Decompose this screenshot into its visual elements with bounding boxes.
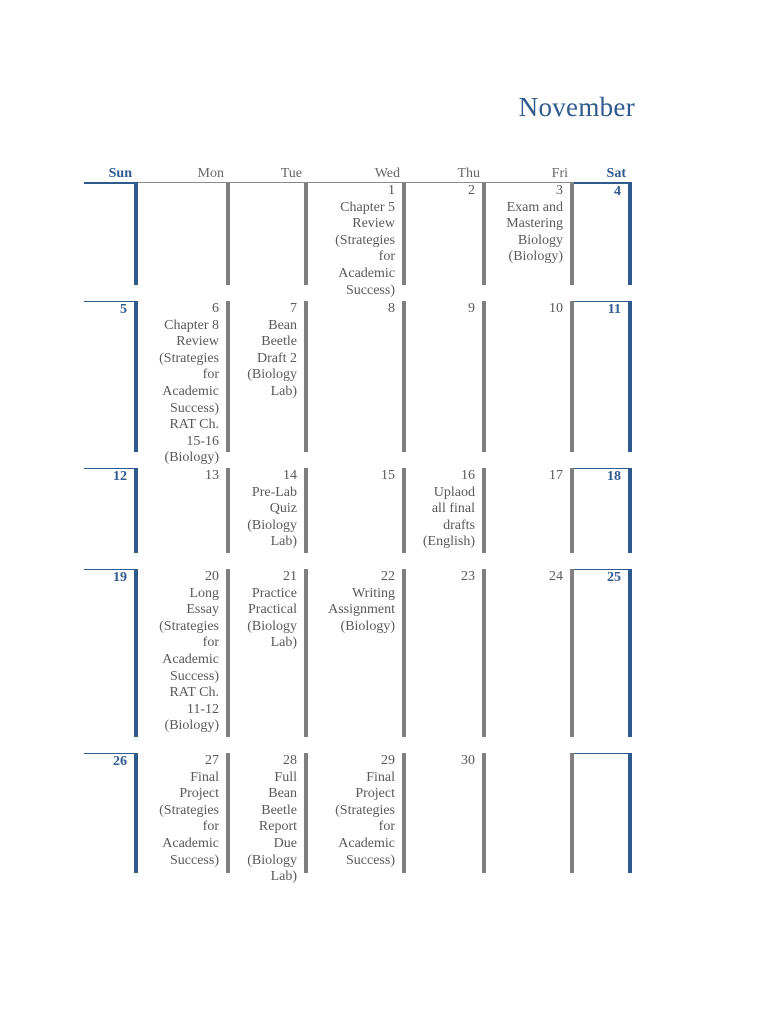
day-number: 27	[205, 753, 219, 768]
day-cell-mon[interactable]	[138, 569, 230, 737]
day-event: Uplaod all final drafts (English)	[422, 484, 475, 550]
day-number: 29	[381, 753, 395, 768]
day-cell-sun[interactable]	[84, 468, 138, 553]
day-cell-tue[interactable]	[230, 183, 308, 285]
day-number: 20	[205, 569, 219, 584]
day-cell-mon[interactable]	[138, 753, 230, 873]
day-number: 21	[283, 569, 297, 584]
day-cell-wed[interactable]	[308, 183, 406, 298]
day-number: 12	[113, 469, 127, 484]
day-cell-tue[interactable]	[230, 468, 308, 553]
day-number: 25	[607, 570, 621, 585]
day-number: 10	[549, 301, 563, 316]
day-number: 7	[290, 301, 297, 316]
day-cell-fri[interactable]	[486, 301, 574, 452]
day-number: 30	[461, 753, 475, 768]
day-number: 2	[468, 183, 475, 198]
day-cell-tue[interactable]	[230, 753, 308, 885]
day-event: Full Bean Beetle Report Due (Biology Lab)	[247, 769, 297, 885]
day-cell-thu[interactable]	[406, 753, 486, 873]
day-cell-wed[interactable]	[308, 569, 406, 737]
day-event: Chapter 5 Review (Strategies for Academic Success)	[335, 199, 395, 298]
day-cell-sat[interactable]	[574, 468, 632, 553]
day-number: 14	[283, 468, 297, 483]
weekday-header-sun: Sun	[84, 165, 138, 183]
day-cell-sun[interactable]	[84, 183, 138, 285]
month-title: November	[518, 92, 635, 122]
day-cell-thu[interactable]	[406, 301, 486, 452]
day-event: Final Project (Strategies for Academic Success)	[335, 769, 395, 868]
day-cell-fri[interactable]	[486, 468, 574, 553]
day-cell-thu[interactable]	[406, 569, 486, 737]
weekday-header-fri: Fri	[486, 165, 574, 183]
day-cell-sat[interactable]	[574, 753, 632, 873]
day-cell-sun[interactable]	[84, 753, 138, 873]
day-cell-sun[interactable]	[84, 301, 138, 452]
day-number: 13	[205, 468, 219, 483]
day-number: 26	[113, 754, 127, 769]
day-number: 15	[381, 468, 395, 483]
day-number: 4	[614, 184, 621, 199]
day-event: Writing Assignment (Biology)	[328, 585, 395, 634]
day-event: Chapter 8 Review (Strategies for Academic Success) RAT Ch. 15-16 (Biology)	[159, 317, 219, 466]
day-cell-wed[interactable]	[308, 468, 406, 553]
day-event: Long Essay (Strategies for Academic Success) RAT Ch. 11-12 (Biology)	[159, 585, 219, 734]
day-event: Pre-Lab Quiz (Biology Lab)	[247, 484, 297, 550]
day-number: 18	[607, 469, 621, 484]
day-number: 6	[212, 301, 219, 316]
day-number: 5	[120, 302, 127, 317]
day-number: 23	[461, 569, 475, 584]
day-number: 3	[556, 183, 563, 198]
day-number: 11	[607, 302, 621, 317]
day-number: 16	[461, 468, 475, 483]
day-number: 8	[388, 301, 395, 316]
weekday-header-wed: Wed	[308, 165, 406, 183]
day-event: Final Project (Strategies for Academic Success)	[159, 769, 219, 868]
day-number: 9	[468, 301, 475, 316]
day-event: Exam and Mastering Biology (Biology)	[506, 199, 563, 265]
day-cell-fri[interactable]	[486, 569, 574, 737]
day-number: 1	[388, 183, 395, 198]
weekday-header-tue: Tue	[230, 165, 308, 183]
day-cell-sat[interactable]	[574, 301, 632, 452]
day-event: Bean Beetle Draft 2 (Biology Lab)	[247, 317, 297, 399]
day-cell-mon[interactable]	[138, 301, 230, 466]
day-cell-sat[interactable]	[574, 183, 632, 285]
day-cell-tue[interactable]	[230, 569, 308, 737]
day-cell-fri[interactable]	[486, 183, 574, 285]
day-event: Practice Practical (Biology Lab)	[247, 585, 297, 651]
day-number: 24	[549, 569, 563, 584]
day-cell-fri[interactable]	[486, 753, 574, 873]
weekday-header-thu: Thu	[406, 165, 486, 183]
day-cell-thu[interactable]	[406, 183, 486, 285]
day-cell-tue[interactable]	[230, 301, 308, 452]
day-cell-thu[interactable]	[406, 468, 486, 553]
day-cell-sat[interactable]	[574, 569, 632, 737]
day-cell-sun[interactable]	[84, 569, 138, 737]
day-number: 19	[113, 570, 127, 585]
day-cell-mon[interactable]	[138, 183, 230, 285]
day-cell-wed[interactable]	[308, 753, 406, 873]
weekday-header-mon: Mon	[138, 165, 230, 183]
day-cell-mon[interactable]	[138, 468, 230, 553]
day-number: 17	[549, 468, 563, 483]
calendar-grid	[84, 165, 632, 889]
day-number: 22	[381, 569, 395, 584]
day-cell-wed[interactable]	[308, 301, 406, 452]
day-number: 28	[283, 753, 297, 768]
weekday-header-sat: Sat	[574, 165, 632, 183]
